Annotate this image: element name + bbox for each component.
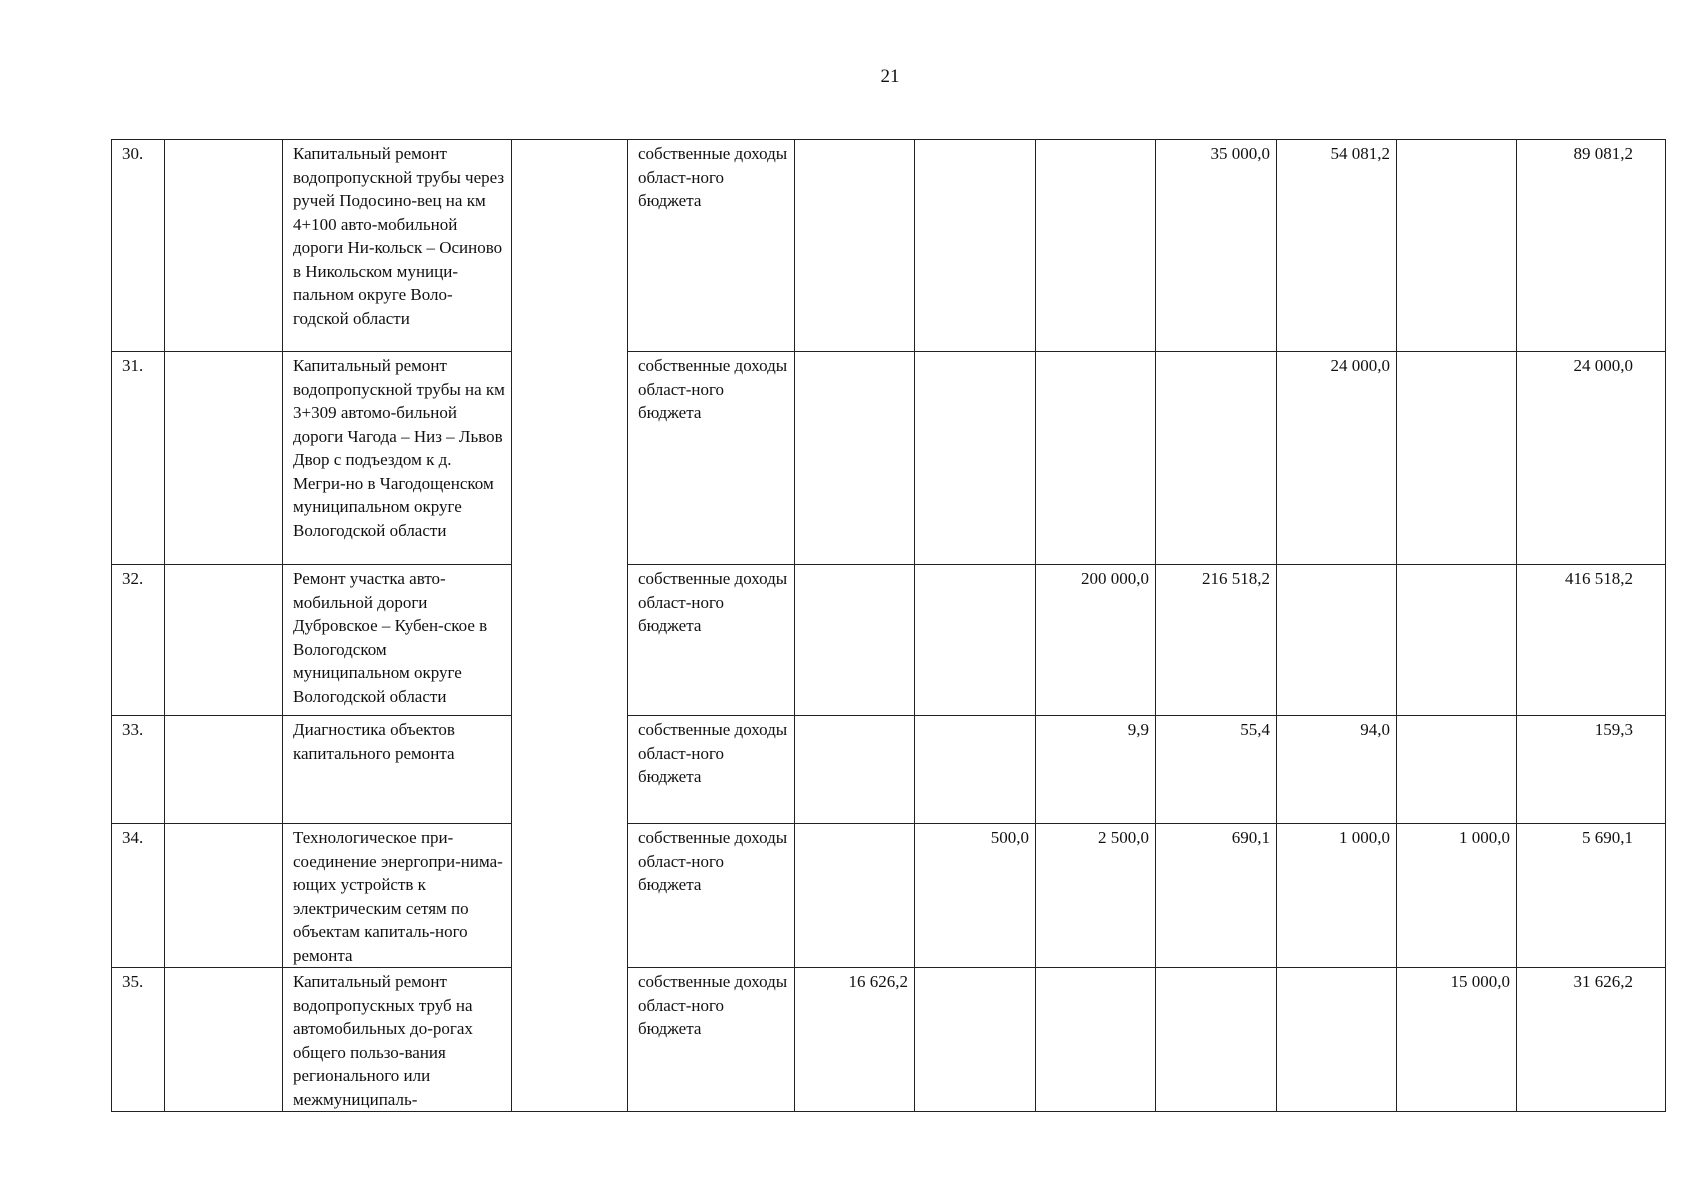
- total-value-cell: 416 518,2: [1517, 565, 1666, 716]
- total-value-cell: 5 690,1: [1517, 824, 1666, 968]
- value-cell: [1397, 140, 1517, 352]
- value-cell: [915, 716, 1036, 824]
- value-cell: 200 000,0: [1036, 565, 1156, 716]
- funding-source: собственные доходы област-ного бюджета: [628, 140, 795, 352]
- value-cell: [795, 824, 915, 968]
- value-cell: [1156, 352, 1277, 565]
- empty-cell: [165, 716, 283, 824]
- value-cell: 54 081,2: [1277, 140, 1397, 352]
- row-description: Капитальный ремонт водопропускных труб на автомобильных до-рогах общего пользо-вания регионального или межмуниципаль-: [283, 968, 512, 1112]
- row-description: Ремонт участка авто-мобильной дороги Дубровское – Кубен-ское в Вологодском муниципальном округе Вологодской области: [283, 565, 512, 716]
- value-cell: 24 000,0: [1277, 352, 1397, 565]
- row-description: Капитальный ремонт водопропускной трубы на км 3+309 автомо-бильной дороги Чагода – Низ – Львов Двор с подъездом к д. Мегри-но в Чагодощенском муниципальном округе Вологодской области: [283, 352, 512, 565]
- row-number: 34.: [112, 824, 165, 968]
- value-cell: [915, 140, 1036, 352]
- row-number: 32.: [112, 565, 165, 716]
- empty-cell: [165, 352, 283, 565]
- value-cell: 1 000,0: [1397, 824, 1517, 968]
- value-cell: 15 000,0: [1397, 968, 1517, 1112]
- value-cell: 94,0: [1277, 716, 1397, 824]
- value-cell: [1036, 968, 1156, 1112]
- table-row: [112, 716, 1666, 824]
- table-row: [112, 352, 1666, 565]
- table-row: [112, 824, 1666, 968]
- empty-cell: [165, 968, 283, 1112]
- budget-table: [111, 139, 1666, 1112]
- total-value-cell: 31 626,2: [1517, 968, 1666, 1112]
- value-cell: [795, 565, 915, 716]
- total-value-cell: 24 000,0: [1517, 352, 1666, 565]
- row-number: 30.: [112, 140, 165, 352]
- funding-source: собственные доходы област-ного бюджета: [628, 565, 795, 716]
- row-number: 35.: [112, 968, 165, 1112]
- value-cell: [1277, 968, 1397, 1112]
- funding-source: собственные доходы област-ного бюджета: [628, 716, 795, 824]
- row-description: Технологическое при-соединение энергопри-нима-ющих устройств к электрическим сетям по объектам капиталь-ного ремонта: [283, 824, 512, 968]
- value-cell: [795, 140, 915, 352]
- value-cell: 9,9: [1036, 716, 1156, 824]
- row-description: Диагностика объектов капитального ремонта: [283, 716, 512, 824]
- merged-empty-cell: [512, 140, 628, 1112]
- value-cell: 500,0: [915, 824, 1036, 968]
- total-value-cell: 89 081,2: [1517, 140, 1666, 352]
- value-cell: 216 518,2: [1156, 565, 1277, 716]
- value-cell: [1277, 565, 1397, 716]
- empty-cell: [165, 824, 283, 968]
- funding-source: собственные доходы област-ного бюджета: [628, 352, 795, 565]
- empty-cell: [165, 565, 283, 716]
- row-description: Капитальный ремонт водопропускной трубы через ручей Подосино-вец на км 4+100 авто-мобильной дороги Ни-кольск – Осиново в Никольском муници-пальном округе Воло-годской области: [283, 140, 512, 352]
- value-cell: 690,1: [1156, 824, 1277, 968]
- table-row: [112, 968, 1666, 1112]
- value-cell: [915, 352, 1036, 565]
- table-body: [112, 140, 1666, 1112]
- value-cell: [1036, 352, 1156, 565]
- value-cell: [1036, 140, 1156, 352]
- value-cell: [1397, 565, 1517, 716]
- value-cell: [1156, 968, 1277, 1112]
- value-cell: [915, 565, 1036, 716]
- value-cell: [1397, 716, 1517, 824]
- value-cell: [1397, 352, 1517, 565]
- value-cell: 55,4: [1156, 716, 1277, 824]
- funding-source: собственные доходы област-ного бюджета: [628, 968, 795, 1112]
- funding-source: собственные доходы област-ного бюджета: [628, 824, 795, 968]
- value-cell: 2 500,0: [1036, 824, 1156, 968]
- total-value-cell: 159,3: [1517, 716, 1666, 824]
- value-cell: 1 000,0: [1277, 824, 1397, 968]
- value-cell: [915, 968, 1036, 1112]
- value-cell: [795, 352, 915, 565]
- value-cell: [795, 716, 915, 824]
- value-cell: 35 000,0: [1156, 140, 1277, 352]
- page-number: 21: [880, 66, 900, 87]
- row-number: 31.: [112, 352, 165, 565]
- empty-cell: [165, 140, 283, 352]
- table-row: [112, 140, 1666, 352]
- table-row: [112, 565, 1666, 716]
- row-number: 33.: [112, 716, 165, 824]
- value-cell: 16 626,2: [795, 968, 915, 1112]
